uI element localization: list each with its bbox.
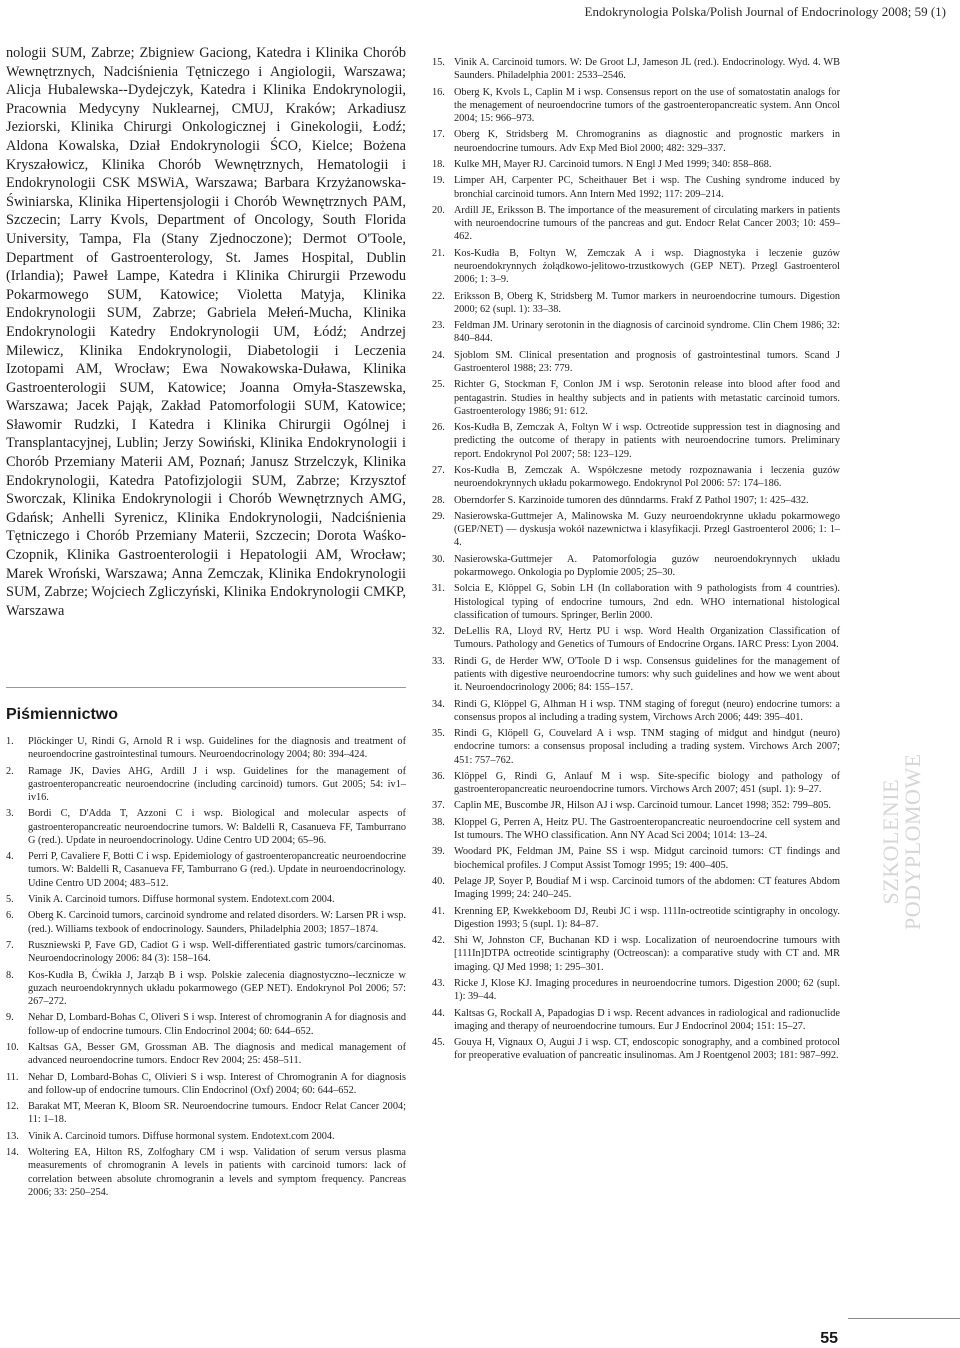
reference-number: 17. bbox=[432, 129, 445, 141]
reference-text: Perri P, Cavaliere F, Botti C i wsp. Epidemiology of gastroenteropancreatic neuroendocrine tumors. W: Baldelli R, Casanueva FF, Tamburrano G (red.). Update in neuroendocrinology. Udine Centro UD 2004; 483–512. bbox=[28, 851, 406, 889]
reference-text: Pelage JP, Soyer P, Boudiaf M i wsp. Carcinoid tumors of the abdomen: CT features Abdom Imaging 1999; 24: 240–245. bbox=[454, 876, 840, 901]
reference-item bbox=[432, 905, 840, 931]
reference-item bbox=[6, 939, 406, 965]
reference-text: Nehar D, Lombard-Bohas C, Olivieri S i wsp. Interest of Chromogranin A for diagnosis and follow-up of endocrine tumours. Clin Endocrinol (Oxf) 2004; 60: 644–652. bbox=[28, 1071, 406, 1096]
reference-text: Nehar D, Lombard-Bohas C, Oliveri S i wsp. Interest of chromogranin A for diagnosis and follow-up of endocrine tumours. Clin Endocrinol 2004; 60: 644–652. bbox=[28, 1012, 406, 1037]
reference-item bbox=[432, 1007, 840, 1033]
reference-number: 22. bbox=[432, 290, 445, 302]
reference-number: 11. bbox=[6, 1071, 19, 1083]
reference-text: Rindi G, de Herder WW, O'Toole D i wsp. Consensus guidelines for the management of patients with digestive neuroendocrine tumors: why such guidelines and how we went about it. Neuroendocrinology 2006; 84: 155–157. bbox=[454, 655, 840, 694]
reference-text: Ardill JE, Eriksson B. The importance of the measurement of circulating markers in patients with neuroendocrine tumours of the pancreas and gut. Endocr Relat Cancer 2003; 10: 459–462. bbox=[454, 204, 840, 243]
reference-item bbox=[432, 553, 840, 579]
reference-text: Kaltsas G, Rockall A, Papadogias D i wsp. Recent advances in radiological and radionuclide imaging and therapy of neuroendocrine tumours. Eur J Endocrinol 2004; 151: 15–27. bbox=[454, 1007, 840, 1032]
reference-text: Shi W, Johnston CF, Buchanan KD i wsp. Localization of neuroendocrine tumours with [111In]DTPA octreotide scintigraphy (Octreoscan): a comparative study with CT and. MR imaging. QJ Med 1998; 1: 295–301. bbox=[454, 935, 840, 973]
reference-text: Ricke J, Klose KJ. Imaging procedures in neuroendocrine tumors. Digestion 2000; 62 (supl. 1): 39–44. bbox=[454, 978, 840, 1003]
reference-text: Kos-Kudła B, Zemczak A, Foltyn W i wsp. Octreotide suppression test in diagnosing and predicting the outcome of therapy in patients with neuroendocrine tumors. Preliminary report. Endokrynol Pol 2007; 58: 123–129. bbox=[454, 422, 840, 460]
reference-number: 27. bbox=[432, 464, 445, 476]
reference-number: 6. bbox=[6, 910, 14, 922]
reference-number: 20. bbox=[432, 204, 445, 216]
reference-text: Klöppel G, Rindi G, Anlauf M i wsp. Site-specific biology and pathology of gastroenteropancreatic neuroendocrine tumors. Virchows Arch 2007; 451 (supl. 1): 9–27. bbox=[454, 770, 840, 796]
page-rule bbox=[848, 1318, 960, 1319]
reference-text: Vinik A. Carcinoid tumors. Diffuse hormonal system. Endotext.com 2004. bbox=[28, 893, 335, 905]
reference-item bbox=[432, 421, 840, 461]
reference-number: 41. bbox=[432, 905, 445, 917]
reference-text: Gouya H, Vignaux O, Augui J i wsp. CT, endoscopic sonography, and a combined protocol for preoperative evaluation of pancreatic insulinomas. Am J Roentgenol 2003; 181: 987–992. bbox=[454, 1037, 840, 1062]
reference-text: Rindi G, Klöppel G, Alhman H i wsp. TNM staging of foregut (neuro) endocrine tumors: a consensus propos al including a trading system, Virchows Arch 2006; 449: 395–401. bbox=[454, 698, 840, 723]
reference-text: Rindi G, Klöpell G, Couvelard A i wsp. TNM staging of midgut and hindgut (neuro) endocrine tumors: a consensus proposal including a trading system. Virchows Arch 2007; 451: 757–762. bbox=[454, 728, 840, 766]
side-label-line1: SZKOLENIE bbox=[878, 778, 903, 905]
reference-item bbox=[432, 934, 840, 974]
reference-item bbox=[6, 1100, 406, 1126]
reference-number: 40. bbox=[432, 876, 445, 888]
authors-paragraph: nologii SUM, Zabrze; Zbigniew Gaciong, Katedra i Klinika Chorób Wewnętrznych, Nadciśnienia Tętniczego i Angiologii, Warszawa; Alicja Hubalewska--Dydejczyk, Katedra i Klinika Endokrynologii, Pracownia Medycyny Nuklearnej, CMUJ, Kraków; Arkadiusz Jeziorski, Klinika Chirurgi Onkologicznej i Ginekologii, Łodź; Aldona Kowalska, Dział Endokrynologii ŚCO, Kielce; Bożena Kryszałowicz, Klinika Chorób Wewnętrznych, Hematologii i Endokrynologii CSK MSWiA, Warszawa; Barbara Krzyżanowska-Świniarska, Klinika Hipertensjologii i Chorób Wewnętrznych PAM, Szczecin; Larry Kvols, Department of Oncology, South Florida University, Tampa, Fla (Stany Zjednoczone); Dermot O'Toole, Department of Gastroenterology, St. James Hospital, Dublin (Irlandia); Paweł Lampe, Katedra i Klinika Chirurgii Przewodu Pokarmowego SUM, Katowice; Violetta Matyja, Klinika Endokrynologii SUM, Zabrze; Gabriela Mełeń-Mucha, Klinika Endokrynologii Katedry Endokrynologii UM, Łódź; Andrzej Milewicz, Klinika Endokrynologii, Diabetologii i Leczenia Izotopami AM, Wrocław; Ewa Nowakowska-Duława, Klinika Gastroenterologii SUM, Katowice; Joanna Omyła-Staszewska, Warszawa; Jacek Pająk, Zakład Patomorfologii SUM, Katowice; Sławomir Rudzki, I Katedra i Klinika Chirurgii Ogólnej i Transplantacyjnej, Lublin; Jerzy Sowiński, Klinika Endokrynologii i Chorób Przemiany Materii AM, Poznań; Janusz Strzelczyk, Klinika Endokrynologii, Katedra Patofizjologii SUM, Zabrze; Krzysztof Sworczak, Klinika Endokrynologii i Chorób Wewnętrznych AMG, Gdańsk; Anhelli Syrenicz, Klinika Endokrynologii, Nadciśnienia Tętniczego i Chorób Przemiany Materii, Szczecin; Dorota Waśko-Czopnik, Klinika Gastroenterologii i Hepatologii AM, Wrocław; Marek Wroński, Warszawa; Anna Zemczak, Klinika Endokrynologii SUM, Zabrze; Wojciech Zgliczyński, Klinika Endokrynologii CMKP, Warszawa bbox=[6, 45, 406, 619]
reference-item bbox=[432, 494, 840, 507]
reference-text: Kulke MH, Mayer RJ. Carcinoid tumors. N Engl J Med 1999; 340: 858–868. bbox=[454, 158, 772, 170]
reference-text: Woodard PK, Feldman JM, Paine SS i wsp. Midgut carcinoid tumors: CT findings and biochemical profiles. J Comput Assist Tomogr 1995; 19: 400–405. bbox=[454, 846, 840, 871]
reference-text: Vinik A. Carcinoid tumors. Diffuse hormonal system. Endotext.com 2004. bbox=[28, 1130, 335, 1142]
reference-text: Caplin ME, Buscombe JR, Hilson AJ i wsp. Carcinoid tumour. Lancet 1998; 352: 799–805. bbox=[454, 800, 831, 812]
reference-item bbox=[432, 510, 840, 550]
reference-number: 5. bbox=[6, 893, 14, 905]
reference-number: 14. bbox=[6, 1147, 19, 1159]
reference-item bbox=[6, 1071, 406, 1097]
reference-item bbox=[6, 765, 406, 805]
reference-number: 7. bbox=[6, 939, 14, 951]
reference-number: 10. bbox=[6, 1041, 19, 1053]
reference-number: 33. bbox=[432, 655, 445, 667]
reference-text: Ramage JK, Davies AHG, Ardill J i wsp. Guidelines for the management of gastroenteropancreatic neuroendocrine (including carcinoid) tumors. Gut 2005; 54: iv1–iv16. bbox=[28, 765, 406, 803]
reference-item bbox=[432, 799, 840, 812]
reference-text: Vinik A. Carcinoid tumors. W: De Groot LJ, Jameson JL (red.). Endocrinology. Wyd. 4. WB Saunders. Philadelphia 2001: 2533–2546. bbox=[454, 57, 840, 82]
reference-number: 32. bbox=[432, 626, 445, 638]
reference-text: Woltering EA, Hilton RS, Zolfoghary CM i wsp. Validation of serum versus plasma measurements of chromogranin A levels in patients with carcinoid tumors: lack of correlation between absolute chromogranin a levels and symptom frequency. Pancreas 2006; 33: 250–254. bbox=[28, 1147, 406, 1198]
reference-text: Kaltsas GA, Besser GM, Grossman AB. The diagnosis and medical management of advanced neuroendocrine tumors. Endocr Rev 2004; 25: 458–511. bbox=[28, 1041, 406, 1067]
reference-text: Oberg K. Carcinoid tumors, carcinoid syndrome and related disorders. W: Larsen PR i wsp. (red.). Williams texbook of endocrinology. Saunders, Philadelphia 2003; 1857–1874. bbox=[28, 910, 406, 935]
reference-item bbox=[432, 727, 840, 767]
reference-number: 26. bbox=[432, 422, 445, 434]
reference-number: 3. bbox=[6, 808, 14, 820]
side-tab bbox=[858, 56, 960, 1286]
references-heading: Piśmiennictwo bbox=[6, 706, 119, 723]
reference-text: Kos-Kudła B, Ćwikła J, Jarząb B i wsp. Polskie zalecenia diagnostyczno--lecznicze w guzach neuroendokrynnych układu pokarmowego (GEP NET). Endokrynol Pol 2006; 57: 267–272. bbox=[28, 969, 406, 1007]
reference-item bbox=[432, 56, 840, 82]
reference-item bbox=[432, 1036, 840, 1062]
reference-text: Ruszniewski P, Fave GD, Cadiot G i wsp. Well-differentiated gastric tumors/carcinomas. Neuroendocrinology 2006: 84 (3): 158–164. bbox=[28, 939, 406, 965]
reference-text: Limper AH, Carpenter PC, Scheithauer Bet i wsp. The Cushing syndrome induced by bronchial carcinoid tumors. Ann Intern Med 1992; 117: 209–214. bbox=[454, 175, 840, 200]
references-list-right bbox=[432, 56, 840, 1066]
reference-text: DeLellis RA, Lloyd RV, Hertz PU i wsp. Word Health Organization Classification of Tumours. Pathology and Genetics of Tumours of Endocrine Organs. IARC Press: Lyon 2004. bbox=[454, 626, 840, 651]
reference-number: 13. bbox=[6, 1130, 19, 1142]
reference-number: 35. bbox=[432, 728, 445, 740]
reference-number: 18. bbox=[432, 158, 445, 170]
reference-number: 38. bbox=[432, 816, 445, 828]
references-list-left bbox=[6, 735, 406, 1202]
reference-text: Oberg K, Stridsberg M. Chromogranins as diagnostic and prognostic markers in neuroendocrine tumours. Adv Exp Med Biol 2000; 482: 329–337. bbox=[454, 129, 840, 154]
reference-item bbox=[6, 893, 406, 906]
reference-number: 16. bbox=[432, 86, 445, 98]
reference-text: Bordi C, D'Adda T, Azzoni C i wsp. Biological and molecular aspects of gastroenteropancreatic neuroendocrine tumors. W: Baldelli R, Casanueva FF, Tamburrano G (red.). Update in neuroendocrinology. Udine Centro UD 2004; 65–96. bbox=[28, 808, 406, 846]
reference-item bbox=[6, 850, 406, 890]
reference-text: Krenning EP, Kwekkeboom DJ, Reubi JC i wsp. 111In-octreotide scintigraphy in oncology. Digestion 1993; 5 (supl. 1): 84–87. bbox=[454, 905, 840, 930]
section-divider bbox=[6, 687, 406, 688]
reference-item bbox=[432, 204, 840, 244]
reference-number: 44. bbox=[432, 1007, 445, 1019]
section-side-label bbox=[880, 753, 924, 930]
reference-text: Kos-Kudła B, Zemczak A. Współczesne metody rozpoznawania i leczenia guzów neuroendokrynnych układu pokarmowego. Endokrynol Pol 2006: 57: 174–186. bbox=[454, 464, 840, 490]
reference-text: Oberndorfer S. Karzinoide tumoren des dûnndarms. Frakf Z Pathol 1907; 1: 425–432. bbox=[454, 494, 809, 506]
journal-header bbox=[0, 0, 960, 22]
reference-number: 45. bbox=[432, 1037, 445, 1049]
reference-number: 23. bbox=[432, 320, 445, 332]
reference-text: Eriksson B, Oberg K, Stridsberg M. Tumor markers in neuroendocrine tumours. Digestion 2000; 62 (supl. 1): 33–38. bbox=[454, 290, 840, 315]
reference-item bbox=[6, 735, 406, 761]
reference-item bbox=[6, 969, 406, 1009]
reference-item bbox=[432, 247, 840, 287]
reference-item bbox=[432, 698, 840, 724]
reference-item bbox=[6, 1041, 406, 1067]
reference-item bbox=[6, 807, 406, 847]
reference-item bbox=[432, 875, 840, 901]
reference-number: 30. bbox=[432, 553, 445, 565]
reference-number: 1. bbox=[6, 736, 14, 747]
reference-text: Barakat MT, Meeran K, Bloom SR. Neuroendocrine tumours. Endocr Relat Cancer 2004; 11: 1–18. bbox=[28, 1101, 406, 1126]
reference-item bbox=[432, 977, 840, 1003]
reference-item bbox=[432, 319, 840, 345]
reference-item bbox=[432, 625, 840, 651]
reference-item bbox=[6, 1011, 406, 1037]
side-label-line2: PODYPLOMOWE bbox=[900, 753, 925, 930]
reference-item bbox=[432, 845, 840, 871]
reference-item bbox=[432, 378, 840, 418]
reference-item bbox=[6, 1146, 406, 1199]
reference-item bbox=[432, 816, 840, 842]
reference-item bbox=[432, 582, 840, 622]
reference-text: Feldman JM. Urinary serotonin in the diagnosis of carcinoid syndrome. Clin Chem 1986; 32: 840–844. bbox=[454, 320, 840, 345]
reference-item bbox=[432, 158, 840, 171]
reference-item bbox=[432, 655, 840, 695]
reference-item bbox=[432, 770, 840, 796]
reference-number: 31. bbox=[432, 583, 445, 595]
reference-number: 34. bbox=[432, 698, 445, 710]
reference-text: Nasierowska-Guttmejer A. Patomorfologia guzów neuroendokrynnych układu pokarmowego. Onkologia po Dyplomie 2005; 25–30. bbox=[454, 553, 840, 578]
reference-number: 25. bbox=[432, 379, 445, 391]
reference-number: 9. bbox=[6, 1012, 14, 1024]
reference-item bbox=[432, 128, 840, 154]
reference-text: Sjoblom SM. Clinical presentation and prognosis of gastrointestinal tumors. Scand J Gastroenterol 1988; 23: 779. bbox=[454, 349, 840, 374]
reference-item bbox=[6, 909, 406, 935]
reference-item bbox=[432, 86, 840, 126]
reference-text: Kos-Kudła B, Foltyn W, Zemczak A i wsp. Diagnostyka i leczenie guzów neuroendokrynnych żołądkowo-jelitowo-trzustkowych (GEP NET). Przegl Gastroenterol 2006; 1: 3–9. bbox=[454, 247, 840, 286]
reference-number: 42. bbox=[432, 935, 445, 947]
reference-item bbox=[6, 1130, 406, 1143]
reference-item bbox=[432, 349, 840, 375]
reference-number: 36. bbox=[432, 770, 445, 782]
reference-number: 29. bbox=[432, 510, 445, 522]
reference-text: Solcia E, Klöppel G, Sobin LH (In collaboration with 9 pathologists from 4 countries). Histological typing of endocrine tumours, 2nd edn. WHO international histological classification of tumours. Springer, Berlin 2000. bbox=[454, 583, 840, 621]
journal-title: Endokrynologia Polska/Polish Journal of Endocrinology 2008; 59 (1) bbox=[584, 4, 946, 19]
reference-number: 15. bbox=[432, 57, 445, 68]
reference-number: 21. bbox=[432, 247, 445, 259]
reference-number: 19. bbox=[432, 175, 445, 187]
reference-number: 8. bbox=[6, 969, 14, 981]
reference-text: Richter G, Stockman F, Conlon JM i wsp. Serotonin release into blood after food and pentagastrin. Studies in healthy subjects and in patients with metastatic carcinoid tumors. Gastroenterology 1986; 91: 612. bbox=[454, 379, 840, 417]
reference-item bbox=[432, 174, 840, 200]
reference-number: 37. bbox=[432, 800, 445, 812]
reference-item bbox=[432, 464, 840, 490]
reference-number: 24. bbox=[432, 349, 445, 361]
reference-text: Kloppel G, Perren A, Heitz PU. The Gastroenteropancreatic neuroendocrine cell system and Ist tumours. The WHO classification. Ann NY Acad Sci 2004; 1014: 13–24. bbox=[454, 816, 840, 842]
reference-text: Nasierowska-Guttmejer A, Malinowska M. Guzy neuroendokrynne układu pokarmowego (GEP/NET) — dyskusja wokół nazewnictwa i klasyfikacji. Przegl Gastroenterol 2006; 1: 1–4. bbox=[454, 510, 840, 549]
reference-number: 12. bbox=[6, 1101, 19, 1113]
reference-number: 28. bbox=[432, 494, 445, 506]
reference-text: Oberg K, Kvols L, Caplin M i wsp. Consensus report on the use of somatostatin analogs for the menagement of neuroendocrine tumors of the gastroenteropancreatic system. Ann Oncol 2004; 15: 966–973. bbox=[454, 86, 840, 124]
reference-number: 2. bbox=[6, 765, 14, 777]
left-column bbox=[6, 44, 406, 620]
reference-number: 43. bbox=[432, 978, 445, 990]
reference-number: 4. bbox=[6, 851, 14, 863]
page-number: 55 bbox=[820, 1330, 838, 1347]
reference-item bbox=[432, 290, 840, 316]
reference-text: Plöckinger U, Rindi G, Arnold R i wsp. Guidelines for the diagnosis and treatment of neuroendocrine gastrointestinal tumours. Neuroendocrinology 2004; 80: 394–424. bbox=[28, 736, 406, 761]
reference-number: 39. bbox=[432, 846, 445, 858]
